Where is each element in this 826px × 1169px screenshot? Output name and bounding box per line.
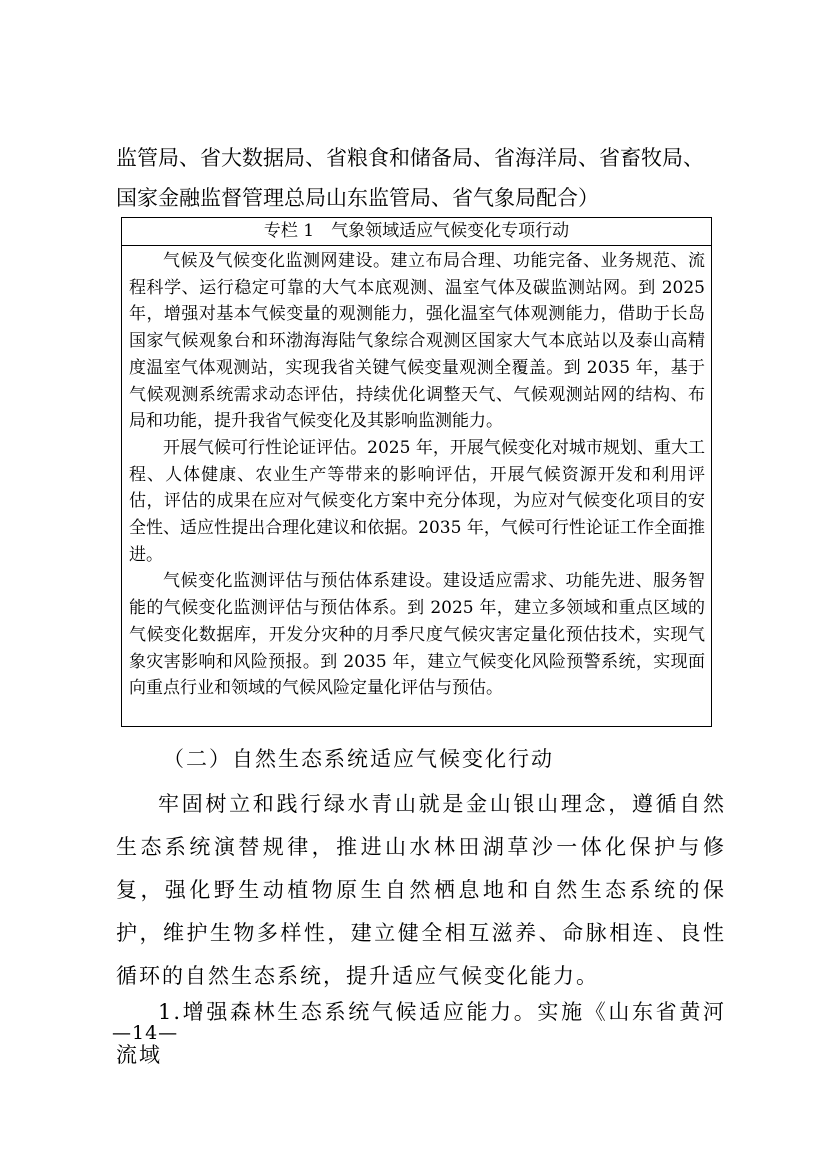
box-paragraph-feasibility-assessment: 开展气候可行性论证评估。2025 年，开展气候变化对城市规划、重大工程、人体健康、农业生产等带来的影响评估，开展气候资源开发和利用评估，评估的成果在应对气候变化方案中充分体现，为应对气候变化项目的安全性、适应性提出合理化建议和依据。2035 年，气候可行性论证工作全面推进。	[129, 437, 705, 565]
body-paragraph-item-1: 1.增强森林生态系统气候适应能力。实施《山东省黄河流域	[116, 1000, 726, 1067]
section-heading: （二）自然生态系统适应气候变化行动	[163, 747, 554, 771]
feature-box	[121, 217, 712, 727]
body-paragraph: 牢固树立和践行绿水青山就是金山银山理念，遵循自然生态系统演替规律，推进山水林田湖草沙一体化保护与修复，强化野生动植物原生自然栖息地和自然生态系统的保护，维护生物多样性，建立健全相互滋养、命脉相连、良性循环的自然生态系统，提升适应气候变化能力。	[116, 792, 726, 988]
box-title: 专栏 1 气象领域适应气候变化专项行动	[122, 218, 711, 246]
box-paragraph-assessment-system: 气候变化监测评估与预估体系建设。建设适应需求、功能先进、服务智能的气候变化监测评估与预估体系。到 2025 年，建立多领域和重点区域的气候变化数据库，开发分灾种的月季尺度气候灾害定量化预估技术，实现气象灾害影响和风险预报。到 2035 年，建立气候变化风险预警系统，实现面向重点行业和领域的气候风险定量化评估与预估。	[129, 571, 705, 699]
page-number: —14—	[112, 1022, 179, 1044]
continuation-line-2: 国家金融监督管理总局山东监管局、省气象局配合）	[116, 186, 599, 210]
continuation-line-1: 监管局、省大数据局、省粮食和储备局、省海洋局、省畜牧局、	[116, 146, 704, 170]
box-paragraph-monitoring-network: 气候及气候变化监测网建设。建立布局合理、功能完备、业务规范、流程科学、运行稳定可靠的大气本底观测、温室气体及碳监测站网。到 2025 年，增强对基本气候变量的观测能力，强化温室气体观测能力，借助于长岛国家气候观象台和环渤海海陆气象综合观测区国家大气本底站以及泰山高精度温室气体观测站，实现我省关键气候变量观测全覆盖。到 2035 年，基于气候观测系统需求动态评估，持续优化调整天气、气候观测站网的结构、布局和功能，提升我省气候变化及其影响监测能力。	[129, 251, 705, 432]
box-body	[122, 246, 711, 702]
